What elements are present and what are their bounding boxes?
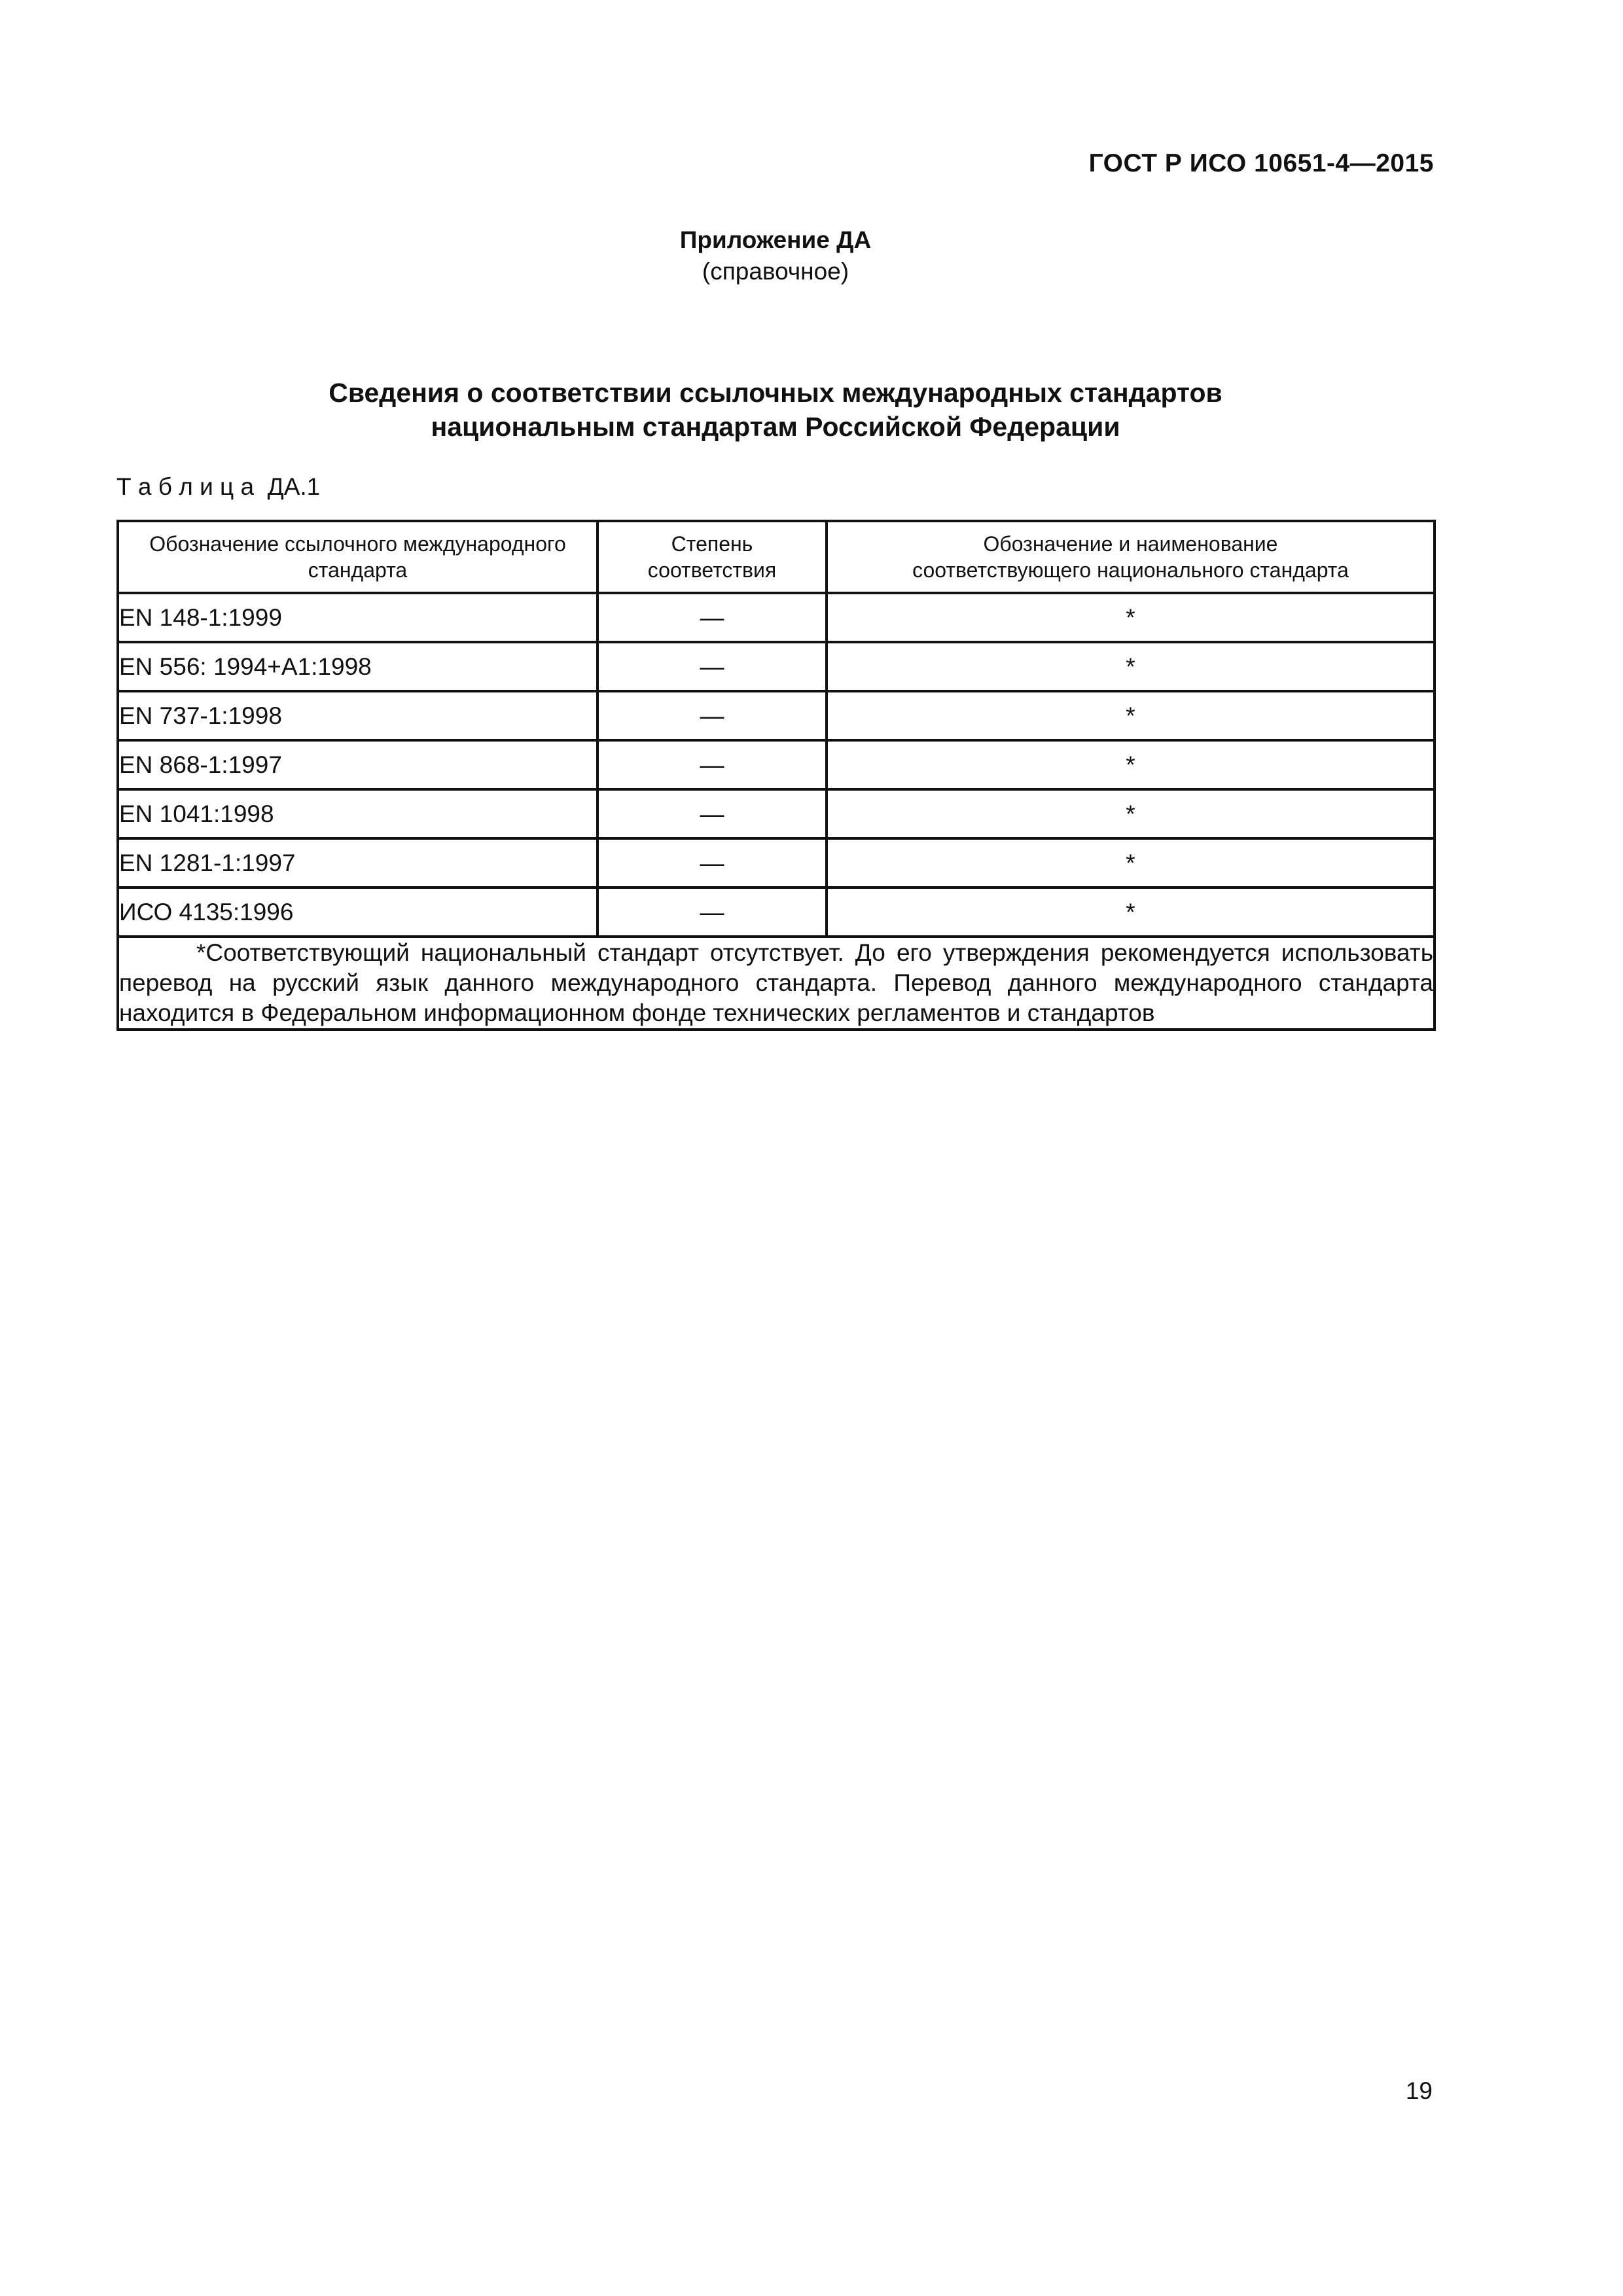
standard-cell: EN 737-1:1998 — [118, 691, 597, 740]
page-number: 19 — [1405, 2077, 1433, 2104]
degree-cell: — — [597, 838, 827, 888]
degree-cell: — — [597, 740, 827, 789]
degree-cell: — — [597, 789, 827, 838]
national-standard-cell: * — [827, 740, 1435, 789]
degree-cell: — — [597, 691, 827, 740]
table-row — [118, 888, 1435, 937]
table-header-row — [118, 521, 1435, 593]
standard-cell: EN 556: 1994+A1:1998 — [118, 642, 597, 691]
table-row — [118, 789, 1435, 838]
national-standard-cell: * — [827, 838, 1435, 888]
table-caption: Т а б л и ц а ДА.1 — [116, 473, 321, 500]
table-note-row — [118, 937, 1435, 1030]
header-international-standard: Обозначение ссылочного международного стандарта — [118, 521, 597, 593]
national-standard-cell: * — [827, 789, 1435, 838]
appendix-subtitle: (справочное) — [702, 258, 849, 285]
table-footnote-text: *Соответствующий национальный стандарт отсутствует. До его утверждения рекомендуется использовать перевод на русский язык данного международного стандарта. Перевод данного международного стандарта находится в Федеральном информационном фонде технических регламентов и стандартов — [119, 939, 1433, 1026]
standard-cell: EN 868-1:1997 — [118, 740, 597, 789]
table-row — [118, 838, 1435, 888]
national-standard-cell: * — [827, 642, 1435, 691]
header-degree-of-conformity: Степень соответствия — [597, 521, 827, 593]
appendix-title: Приложение ДА — [679, 226, 872, 253]
conformity-table — [116, 520, 1436, 1031]
table-footnote — [118, 937, 1435, 1030]
table-row — [118, 593, 1435, 642]
standard-cell: ИСО 4135:1996 — [118, 888, 597, 937]
section-heading — [0, 376, 1551, 444]
table-row — [118, 740, 1435, 789]
degree-cell: — — [597, 642, 827, 691]
header-national-standard: Обозначение и наименование соответствующего национального стандарта — [827, 521, 1435, 593]
section-heading-line-1: Сведения о соответствии ссылочных международных стандартов — [329, 378, 1222, 408]
national-standard-cell: * — [827, 593, 1435, 642]
degree-cell: — — [597, 593, 827, 642]
standard-cell: EN 1281-1:1997 — [118, 838, 597, 888]
table-row — [118, 642, 1435, 691]
document-code: ГОСТ Р ИСО 10651-4—2015 — [1088, 149, 1434, 177]
standard-cell: EN 148-1:1999 — [118, 593, 597, 642]
standard-cell: EN 1041:1998 — [118, 789, 597, 838]
degree-cell: — — [597, 888, 827, 937]
national-standard-cell: * — [827, 691, 1435, 740]
section-heading-line-2: национальным стандартам Российской Федерации — [431, 412, 1120, 442]
national-standard-cell: * — [827, 888, 1435, 937]
table-row — [118, 691, 1435, 740]
